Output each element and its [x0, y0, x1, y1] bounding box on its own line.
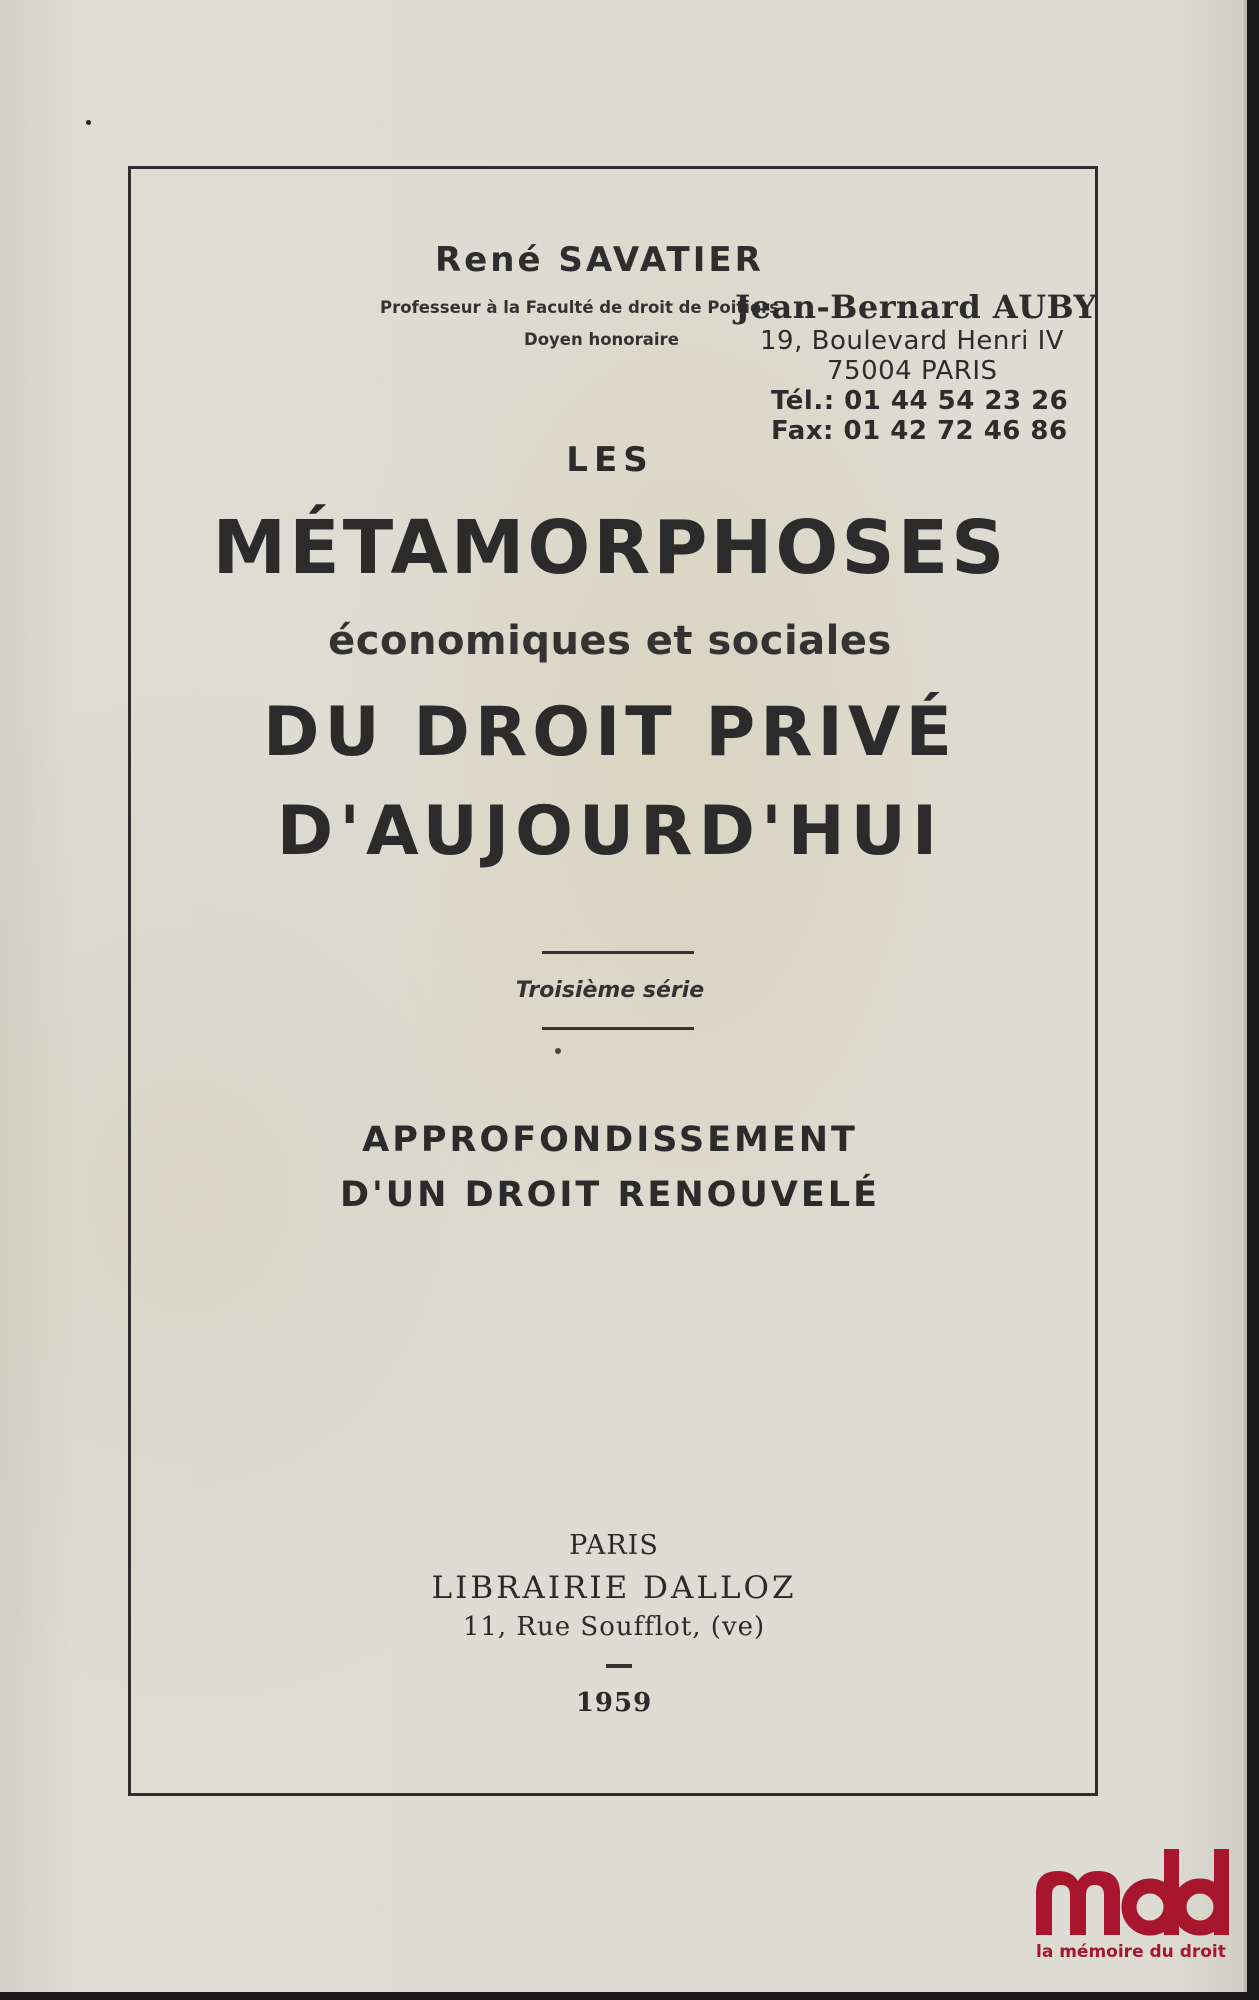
ornament-dot [555, 1048, 561, 1054]
owner-stamp [735, 288, 1097, 446]
author-title: Doyen honoraire [524, 330, 679, 349]
title-les: LES [566, 440, 654, 480]
author-affiliation: Professeur à la Faculté de droit de Poitiers [380, 298, 780, 317]
author-name: René SAVATIER [435, 240, 764, 280]
mdd-logo [1030, 1835, 1230, 1955]
ink-speck [86, 120, 91, 125]
stamp-name: Jean-Bernard AUBY [735, 288, 1097, 326]
stamp-fax: Fax: 01 42 72 46 86 [771, 416, 1068, 446]
stamp-street: 19, Boulevard Henri IV [760, 326, 1065, 356]
divider-bottom [542, 1027, 694, 1030]
divider-top [542, 951, 694, 954]
title-line-2: DU DROIT PRIVÉ [263, 693, 957, 772]
series-label: Troisième série [515, 978, 705, 1003]
publication-year: 1959 [575, 1688, 653, 1718]
theme-line-1: APPROFONDISSEMENT [362, 1120, 858, 1160]
publisher-name: LIBRAIRIE DALLOZ [431, 1570, 797, 1606]
title-subtitle: économiques et sociales [328, 618, 892, 664]
publisher-address: 11, Rue Soufflot, (ve) [462, 1612, 766, 1642]
publisher-city: PARIS [569, 1530, 659, 1561]
title-line-3: D'AUJOURD'HUI [276, 792, 944, 871]
year-dash [606, 1664, 632, 1668]
stamp-postcode: 75004 PARIS [827, 356, 998, 386]
title-main: MÉTAMORPHOSES [212, 505, 1008, 591]
mdd-tagline: la mémoire du droit [1036, 1942, 1226, 1962]
theme-line-2: D'UN DROIT RENOUVELÉ [339, 1175, 881, 1215]
stamp-phone: Tél.: 01 44 54 23 26 [771, 386, 1069, 416]
